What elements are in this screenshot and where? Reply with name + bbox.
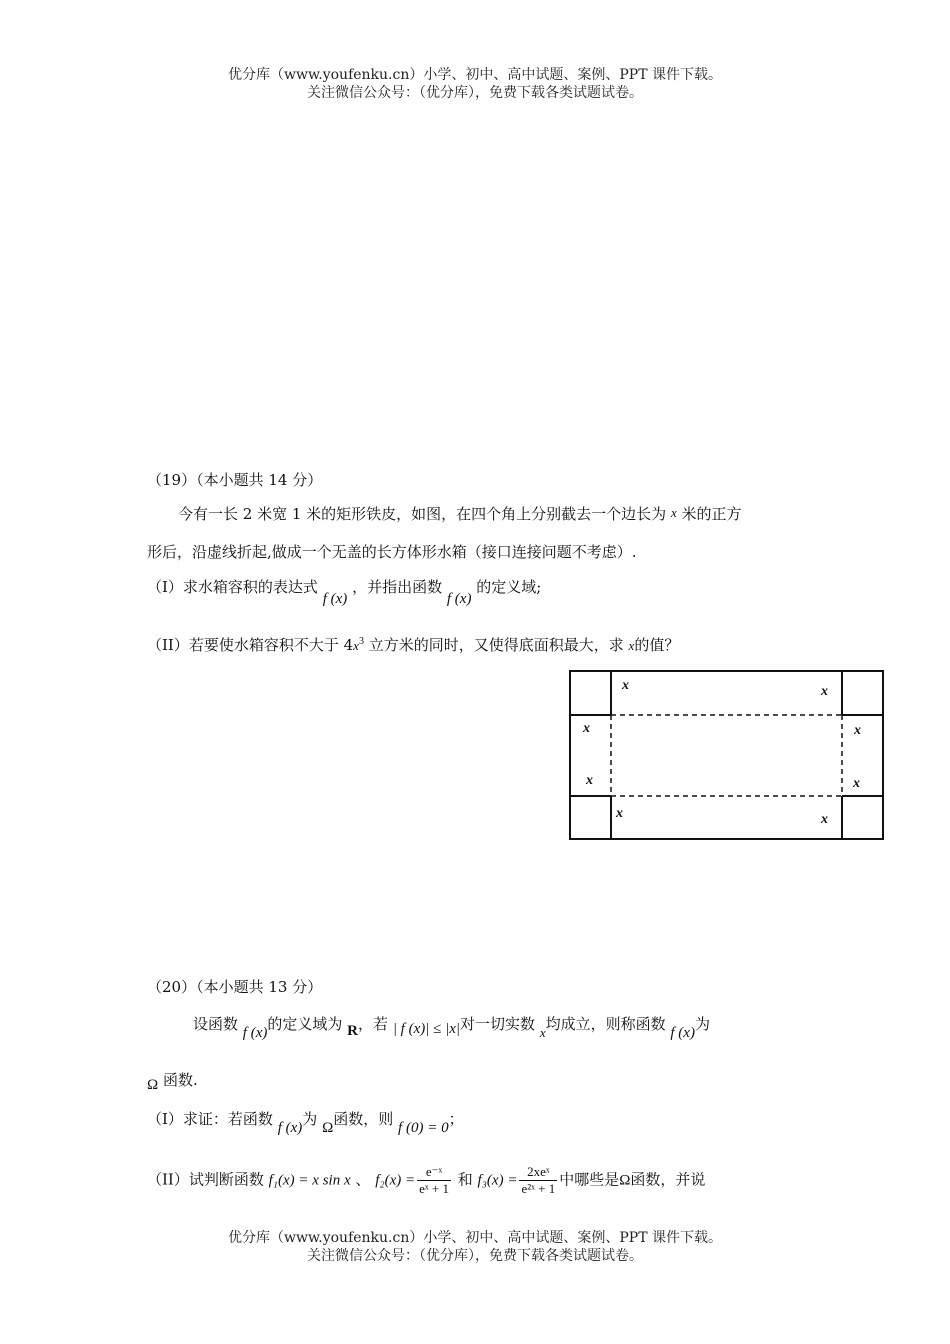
- fig-label-x-7: x: [616, 806, 623, 821]
- q20-f2-denominator: eˣ + 1: [419, 1181, 449, 1196]
- q20-part2-text-c: 函数，并说: [630, 1170, 706, 1189]
- q20-part1-semicolon: ；: [448, 1110, 464, 1128]
- q20-intro-text-e: 均成立，则称函数: [545, 1015, 666, 1033]
- q20-part2: [147, 1164, 705, 1197]
- q19-part2-text-a: （II）若要使水箱容积不大于 4: [147, 636, 354, 654]
- q20-f2-fraction: [417, 1164, 451, 1197]
- q19-title: （19）（本小题共 14 分）: [147, 471, 323, 489]
- fig-label-x-2: x: [821, 684, 828, 699]
- q19-part2-x: x: [353, 638, 359, 653]
- fig-label-x-1: x: [622, 678, 629, 693]
- fig-label-x-4: x: [854, 723, 861, 738]
- q20-intro-text-b: 的定义域为: [267, 1015, 343, 1033]
- q20-f3-numerator: 2xeˣ: [519, 1164, 557, 1181]
- q19-part1-text-b: ，并指出函数: [352, 578, 443, 596]
- q20-part2-text-a: （II）试判断函数: [147, 1170, 264, 1189]
- q19-part1-fx-2: f (x): [446, 591, 472, 607]
- q20-real-set: R: [347, 1023, 359, 1039]
- q20-sep: 、: [355, 1170, 371, 1189]
- q20-part1-text-b: 为: [302, 1110, 318, 1128]
- q20-abs-inequality: | f (x)| ≤ |x|: [392, 1021, 461, 1037]
- q19-part1: [147, 576, 542, 607]
- page-header: [0, 66, 950, 102]
- q20-intro-text-a: 设函数: [193, 1015, 239, 1033]
- q19-intro-line2: 形后，沿虚线折起,做成一个无盖的长方体形水箱（接口连接问题不考虑）.: [147, 543, 637, 561]
- footer-line-2: 关注微信公众号：（优分库），免费下载各类试题试卷。: [307, 1248, 643, 1264]
- q19-part1-fx: f (x): [322, 591, 348, 607]
- fig-label-x-6: x: [853, 776, 860, 791]
- q20-func-text: 函数.: [162, 1071, 198, 1089]
- q19-intro-text-b: 米的正方: [681, 505, 742, 523]
- page-footer: [0, 1229, 950, 1265]
- q19-part2-x-2: x: [628, 638, 635, 653]
- q19-part2-text-b: 立方米的同时，又使得底面积最大，求: [368, 636, 624, 654]
- q20-f3-fraction: [519, 1164, 557, 1197]
- header-line-2: 关注微信公众号：（优分库），免费下载各类试题试卷。: [307, 85, 643, 101]
- q20-part1-fx: f (x): [277, 1120, 303, 1136]
- q20-part1-text-a: （I）求证：若函数: [147, 1110, 273, 1128]
- q20-and: 和: [457, 1170, 473, 1189]
- q20-f2-numerator: e⁻ˣ: [417, 1164, 451, 1181]
- q19-intro-text-a: 今有一长 2 米宽 1 米的矩形铁皮，如图，在四个角上分别截去一个边长为: [178, 505, 667, 523]
- q19-intro-line1: [178, 503, 742, 524]
- q20-intro-line1: [193, 1013, 710, 1041]
- q20-intro-x: x: [539, 1025, 546, 1040]
- q19-part2-exponent: 3: [358, 636, 364, 647]
- q19-part2: [147, 634, 679, 655]
- q20-intro-line2: [147, 1069, 198, 1093]
- fig-label-x-3: x: [583, 721, 590, 736]
- q20-part2-text-b: 中哪些是: [559, 1170, 620, 1189]
- q20-intro-text-f: 为: [694, 1015, 710, 1033]
- q20-f1: f₁(x) = x sin x: [268, 1172, 351, 1189]
- q20-intro-fx-2: f (x): [670, 1025, 695, 1041]
- header-line-1: 优分库（www.youfenku.cn）小学、初中、高中试题、案例、PPT 课件下载。: [227, 67, 722, 83]
- q20-intro-text-d: 对一切实数: [460, 1015, 536, 1033]
- fig-label-x-5: x: [586, 773, 593, 788]
- q19-part2-text-c: 的值？: [634, 636, 680, 654]
- q20-intro-fx: f (x): [242, 1025, 268, 1041]
- q19-part1-text-a: （I）求水箱容积的表达式: [147, 578, 318, 596]
- q20-part1-f0: f (0) = 0: [398, 1120, 449, 1136]
- q20-f2-lhs: f₂(x) =: [375, 1172, 416, 1189]
- q20-omega: Ω: [147, 1077, 159, 1093]
- q19-part1-text-c: 的定义域;: [476, 578, 542, 596]
- q20-part1-text-c: 函数，则: [333, 1110, 394, 1128]
- q20-part2-omega: Ω: [619, 1172, 631, 1189]
- q20-f3-denominator: e²ˣ + 1: [521, 1181, 556, 1196]
- q20-part1: [147, 1108, 464, 1136]
- fig-label-x-8: x: [821, 812, 828, 827]
- footer-line-1: 优分库（www.youfenku.cn）小学、初中、高中试题、案例、PPT 课件下载。: [227, 1230, 722, 1246]
- q20-part1-omega: Ω: [322, 1120, 334, 1136]
- q19-var-x: x: [670, 505, 677, 520]
- q20-f3-lhs: f₃(x) =: [477, 1172, 518, 1189]
- q20-title: （20）（本小题共 13 分）: [147, 978, 323, 996]
- q20-intro-text-c: ，若: [358, 1015, 389, 1033]
- q19-figure-sheet: [569, 670, 885, 842]
